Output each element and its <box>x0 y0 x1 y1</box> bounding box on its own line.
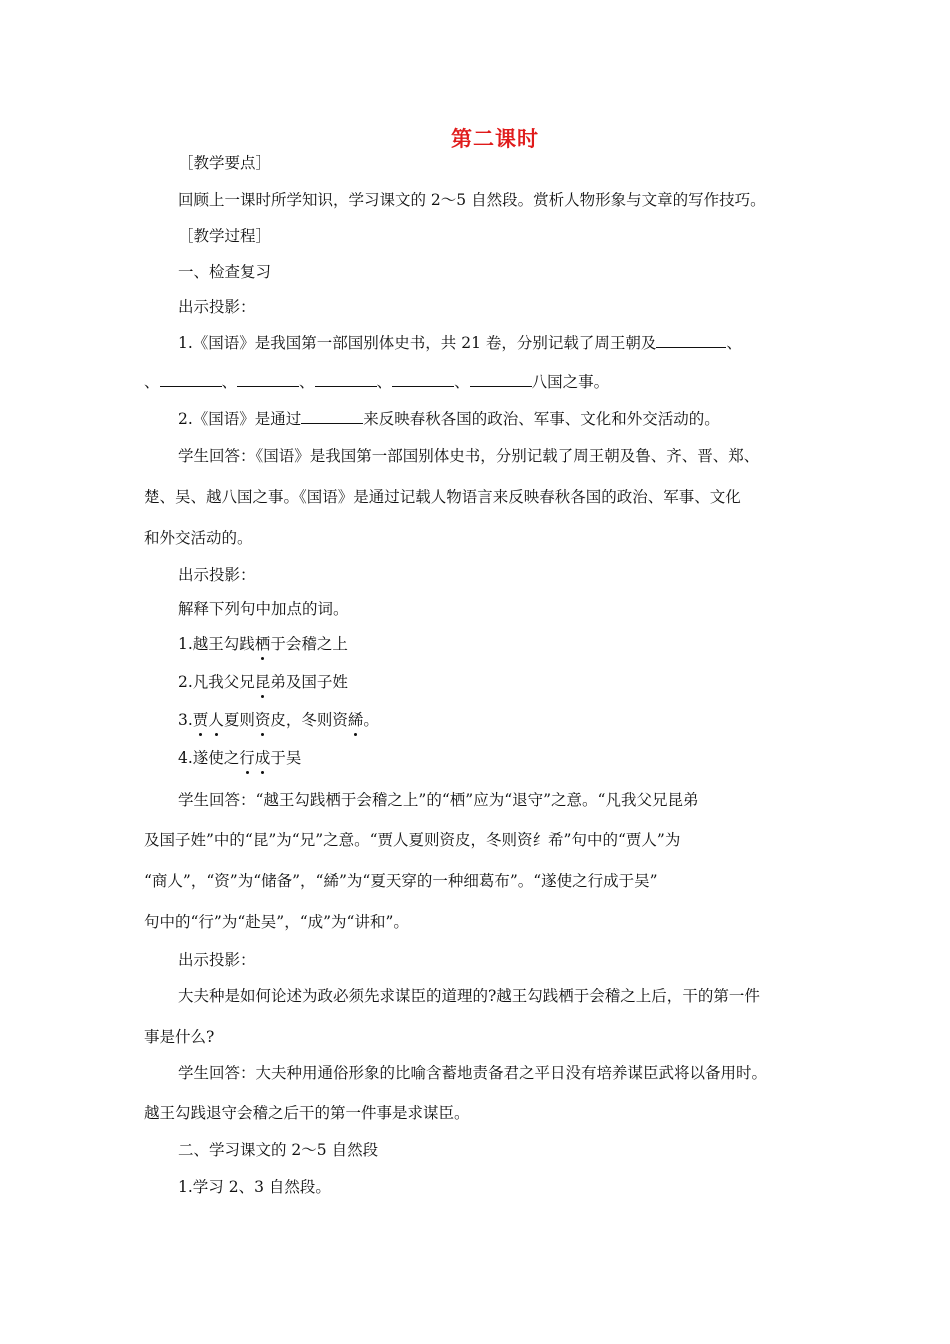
dotted-word: 行 <box>239 749 255 767</box>
fill-blank <box>470 372 532 387</box>
answer-paragraph-2-end: 句中的“行”为“赴吴”，“成”为“讲和”。 <box>144 913 409 931</box>
projection-label: 出示投影： <box>178 566 256 584</box>
question-1-blanks-line: 、 、 、 、 、 八国之事。 <box>144 373 610 391</box>
answer-paragraph-3-end: 越王勾践退守会稽之后干的第一件事是求谋臣。 <box>144 1104 470 1122</box>
question-1-text: 1.《国语》是我国第一部国别体史书，共 21 卷，分别记载了周王朝及 <box>178 334 657 352</box>
answer-paragraph-1: 学生回答：《国语》是我国第一部国别体史书，分别记载了周王朝及鲁、齐、晋、郑、 <box>178 447 760 465</box>
key-points-text: 回顾上一课时所学知识，学习课文的 2～5 自然段。赏析人物形象与文章的写作技巧。 <box>178 191 766 209</box>
vocab-item-3: 3.贾人夏则资皮，冬则资絺。 <box>178 711 379 729</box>
dotted-word: 絺 <box>347 711 364 729</box>
vocab-item-1: 1.越王勾践栖于会稽之上 <box>178 635 348 653</box>
dotted-word: 栖 <box>254 635 271 653</box>
dotted-word: 人 <box>208 711 224 729</box>
question-1-line <box>178 333 742 353</box>
fill-blank <box>160 372 222 387</box>
question-paragraph: 大夫种是如何论述为政必须先求谋臣的道理的?越王勾践栖于会稽之上后，干的第一件 <box>178 987 760 1005</box>
answer-paragraph-2: 学生回答：“越王勾践栖于会稽之上”的“栖”应为“退守”之意。“凡我父兄昆弟 <box>178 791 699 809</box>
step-heading-study: 二、学习课文的 2～5 自然段 <box>178 1141 379 1159</box>
fill-blank <box>656 333 726 348</box>
projection-label: 出示投影： <box>178 951 256 969</box>
page-title: 第二课时 <box>451 127 539 151</box>
dotted-word: 成 <box>254 749 271 767</box>
answer-paragraph-1-end: 和外交活动的。 <box>144 529 253 547</box>
answer-paragraph-1-cont: 楚、吴、越八国之事。《国语》是通过记载人物语言来反映春秋各国的政治、军事、文化 <box>144 488 741 506</box>
question-paragraph-end: 事是什么? <box>144 1028 215 1046</box>
answer-paragraph-2-cont: “商人”，“资”为“储备”，“絺”为“夏天穿的一种细葛布”。“遂使之行成于吴” <box>144 872 658 890</box>
fill-blank <box>392 372 454 387</box>
sub-step-text: 1.学习 2、3 自然段。 <box>178 1178 331 1196</box>
section-heading-key-points: ［教学要点］ <box>178 154 272 172</box>
dotted-word: 昆 <box>254 673 271 691</box>
question-1-tail: 八国之事。 <box>531 373 610 391</box>
dotted-word: 贾 <box>192 711 209 729</box>
fill-blank <box>315 372 377 387</box>
dotted-word: 资 <box>254 711 271 729</box>
fill-blank <box>237 372 299 387</box>
instruction-text: 解释下列句中加点的词。 <box>178 600 349 618</box>
step-heading-review: 一、检查复习 <box>178 263 272 281</box>
punct: 、 <box>726 334 742 352</box>
vocab-item-4: 4.遂使之行成于吴 <box>178 749 302 767</box>
fill-blank <box>301 409 363 424</box>
vocab-item-2: 2.凡我父兄昆弟及国子姓 <box>178 673 348 691</box>
section-heading-process: ［教学过程］ <box>178 227 272 245</box>
answer-paragraph-3: 学生回答：大夫种用通俗形象的比喻含蓄地责备君之平日没有培养谋臣武将以备用时。 <box>178 1064 768 1082</box>
question-2-line: 2.《国语》是通过 来反映春秋各国的政治、军事、文化和外交活动的。 <box>178 410 720 428</box>
answer-paragraph-2-cont: 及国子姓”中的“昆”为“兄”之意。“贾人夏则资皮，冬则资纟希”句中的“贾人”为 <box>144 831 681 849</box>
projection-label: 出示投影： <box>178 298 256 316</box>
